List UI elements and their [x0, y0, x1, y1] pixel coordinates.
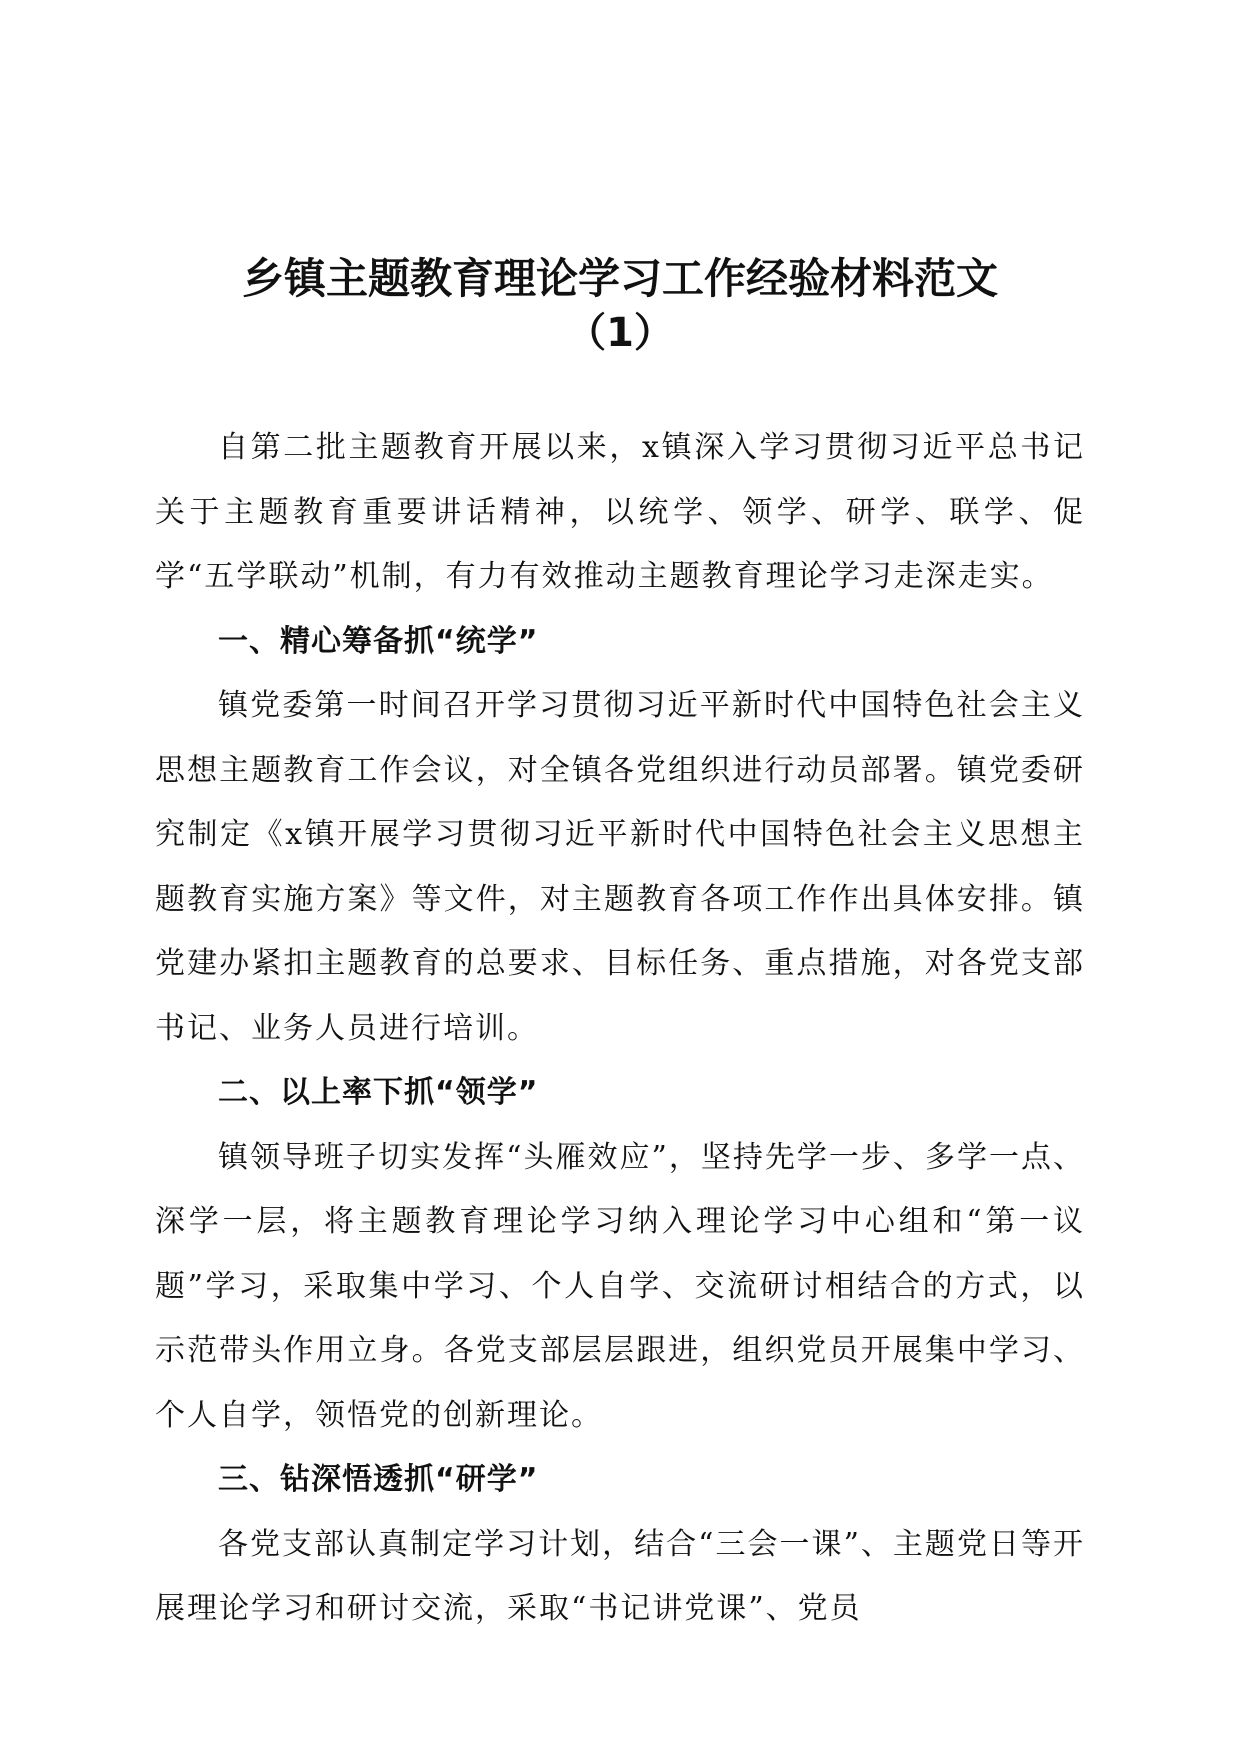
- title-line-number: （1）: [566, 310, 674, 356]
- document-body: [155, 416, 1085, 1642]
- section-heading-1: 一、精心筹备抓“统学”: [218, 623, 539, 659]
- title-line-main: 乡镇主题教育理论学习工作经验材料范文: [241, 254, 998, 303]
- section-heading-3: 三、钻深悟透抓“研学”: [218, 1462, 539, 1497]
- section-heading-2: 二、以上率下抓“领学”: [218, 1075, 539, 1110]
- document-title: [150, 250, 1090, 358]
- section-paragraph-3: 各党支部认真制定学习计划，结合“三会一课”、主题党日等开展理论学习和研讨交流，采取“书记讲党课”、党员: [155, 1526, 1085, 1626]
- intro-paragraph: 自第二批主题教育开展以来，x镇深入学习贯彻习近平总书记关于主题教育重要讲话精神，以统学、领学、研学、联学、促学“五学联动”机制，有力有效推动主题教育理论学习走深走实。: [155, 430, 1085, 594]
- section-paragraph-1: 镇党委第一时间召开学习贯彻习近平新时代中国特色社会主义思想主题教育工作会议，对全镇各党组织进行动员部署。镇党委研究制定《x镇开展学习贯彻习近平新时代中国特色社会主义思想主题教育实施方案》等文件，对主题教育各项工作作出具体安排。镇党建办紧扣主题教育的总要求、目标任务、重点措施，对各党支部书记、业务人员进行培训。: [155, 688, 1085, 1046]
- section-paragraph-2: 镇领导班子切实发挥“头雁效应”，坚持先学一步、多学一点、深学一层，将主题教育理论学习纳入理论学习中心组和“第一议题”学习，采取集中学习、个人自学、交流研讨相结合的方式，以示范带头作用立身。各党支部层层跟进，组织党员开展集中学习、个人自学，领悟党的创新理论。: [155, 1139, 1085, 1433]
